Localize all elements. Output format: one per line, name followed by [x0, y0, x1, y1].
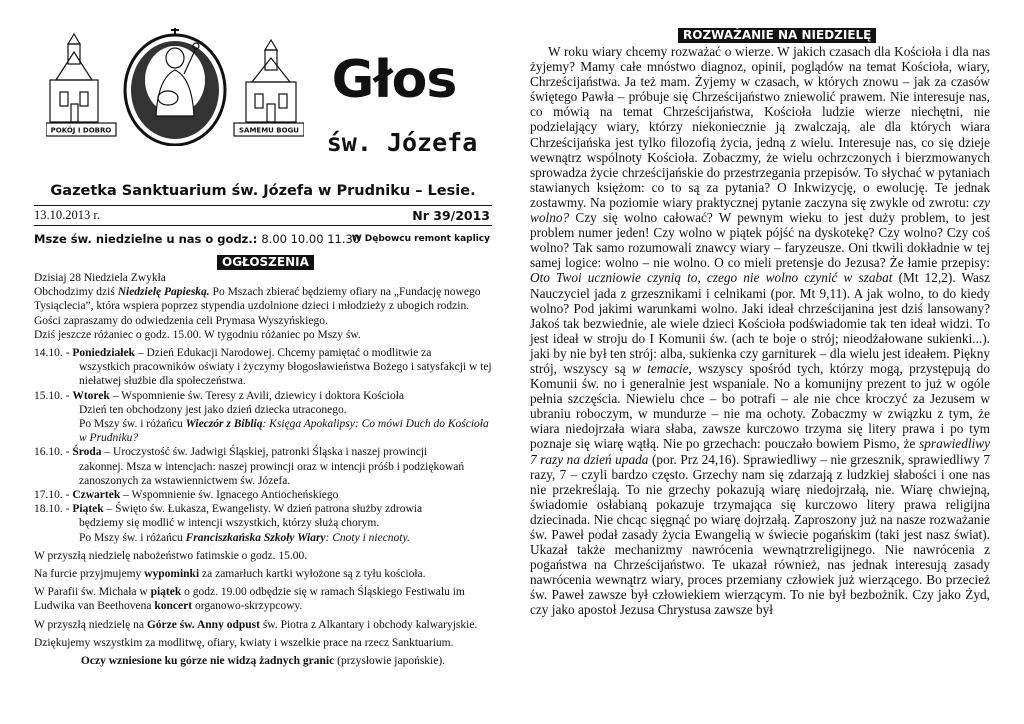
church-left-icon [50, 34, 98, 122]
day-entry-tuesday: 15.10. - Wtorek – Wspomnienie św. Teresy z Avili, dziewicy i doktora Kościoła [34, 389, 405, 402]
logo-left-banner: POKÓJ I DOBRO [50, 126, 112, 135]
day-entry-monday-cont: wszystkich pracowników oświaty i życzymy błogosławieństwa Bożego i satysfakcji w tej niełatwej służbie dla społeczeństwa. [79, 361, 492, 388]
newspaper-subtitle: św. Józefa [326, 128, 478, 157]
announcements-body [34, 271, 492, 668]
thanks-note: Dziękujemy wszystkim za modlitwę, ofiary, kwiaty i wszelkie prace na rzecz Sanktuarium. [34, 636, 454, 649]
issue-date: 13.10.2013 r. [34, 208, 100, 222]
logo-right-banner: SAMEMU BOGU [238, 126, 300, 135]
announcements-heading: OGŁOSZENIA [217, 255, 314, 270]
issue-number: Nr 39/2013 [412, 208, 490, 223]
reflection-paragraph: W roku wiary chcemy rozważać o wierze. W jakich czasach dla Kościoła i dla nas żyjemy? Mamy całe mnóstwo diagnoz, opinii, poglądów na temat Kościoła, wiary, Chrześcijaństwa. Ja też mam. Żyjemy w czasach, w których znowu – jak za czasów świętego Pawła – próbuje się Chrześcijaństwo zniewolić prawem. Nie interesuje nas, co mówią na temat Chrześcijaństwa, Kościoła ludzie wierze niechętni, nie podzielający wiary, którzy niekoniecznie ją zwalczają, ale dla których wiara Chrześcijańska jest tylko filozofią życia, jedną z wielu. Interesuje nas, co się dzieje wewnątrz wspólnoty Kościoła. Zobaczmy, że wielu ochrzczonych i bierzmowanych sprowadza życie chrześcijańskie do przestrzegania przepisów. To słychać w pytaniach stawianych księżom: co to są za pytania? O Inkwizycję, o ewolucję. Te jednak zostawmy. Na poziomie wiary praktycznej pytanie zaczyna się zwykle od zwrotu: czy wolno? Czy się wolno całować? W pewnym wieku to jest duży problem, to jest problem numer jeden! Czy wolno w piątek pójść na dyskotekę? Czy wolno? Czy coś wolno? Tak samo rozumowali znawcy wiary – faryzeusze. Oni tkwili dokładnie w tej samej logice: wolno – nie wolno. O co mieli pretensje do Jezusa? Że łamie przepisy: Oto Twoi uczniowie czynią to, czego nie wolno czynić w szabat (Mt 12,2). Wasz Nauczyciel jada z grzesznikami i celnikami (por. Mt 9,11). A jak wolno, to do kiedy wolno? Pod jakimi warunkami wolno. Jaki ideał chrześcijanina jest dziś lansowany? Jakoś tak bezwiednie, ale wiele dzieci Kościoła podświadomie tak ten ideał widzi. To jest ideał w stroju do I Komunii św. (ach te boje o strój; nieodżałowane sukienki...). jaki by nie był ten strój: alba, sukienka czy garniturek – dla wielu jest ideałem. Piękny strój, wszyscy są w temacie, wszyscy spośród tych, którzy mogą, przystępują do Komunii św. no i generalnie jest wspaniale. No a komunijny prezent to już w ogóle pełnia szczęścia. Niewielu chce – bo potrafi – ale nie chce kroczyć za Jezusem w ubraniu roboczym, w mundurze – nie ma ochoty. Zobaczmy w związku z tym, że wiara niedojrzała wiara słaba, zawsze kurczowo trzyma się litery prawa i po tym poznaje się wiarę wątłą. Nie po grzechach: pouczało bowiem Pismo, że sprawiedliwy 7 razy na dzień upada (por. Prz 24,16). Sprawiedliwy – nie grzesznik, sprawiedliwy 7 razy, 7 – czyli bardzo często. Grzechy nam się zdarzają z ludzkiej słabości i one nas nie przekreślają. To nie grzechy pokazują wiarę niedojrzałą, nie. Wiarę chwiejną, świadomie osłabianą pokazuje trzymająca się kurczowo litery prawa religijna dziecinada. Nie chcąc sięgnąć po wiarę dojrzałą. Zaproszony już na nasze rozważanie św. Paweł podał zasady życia Ewangelią w świecie pogańskim (taki jest nasz świat). Ukazał także mechanizmy nawrócenia wewnątrzreligijnego. Nie nawrócenia z pogaństwa na Chrześcijaństwo. Te ukazał również, nas jednak interesują zasady nawrócenia wewnątrz wiary, proces przemiany człowiek już wierzącego. Bo przecież św. Paweł zawsze był człowiekiem wierzącym. To nie był bezbożnik. Czy jako Żyd, czy jako apostoł Jezusa Chrystusa zawsze był [530, 44, 991, 618]
announcement-line: Obchodzimy dziś Niedzielę Papieską. Po Mszach zbierać będziemy ofiary na „Fundację nowego Tysiąclecia”, która wspiera poprzez stypendia uzdolnione dzieci i młodzieży z ubogich rodzin. [34, 286, 481, 313]
day-entry-monday: 14.10. - Poniedziałek – Dzień Edukacji Narodowej. Chcemy pamiętać o modlitwie za [34, 347, 432, 360]
mass-schedule [34, 232, 360, 246]
announcement-line: Gości zapraszamy do odwiedzenia celi Prymasa Wyszyńskiego. [34, 314, 328, 327]
mass-schedule-label: Msze św. niedzielne u nas o godz.: [34, 232, 258, 246]
day-entry-friday-cont: będziemy się modlić w intencji wszystkich, którzy służą chorym. [79, 517, 380, 530]
left-column [34, 28, 492, 708]
fatima-note: W przyszłą niedzielę nabożeństwo fatimskie o godz. 15.00. [34, 549, 308, 562]
day-entry-friday: 18.10. - Piątek – Święto św. Łukasza, Ewangelisty. W dzień patrona służby zdrowia [34, 503, 423, 516]
day-entry-friday-extra: Po Mszy św. i różańcu Franciszkańska Szkoły Wiary: Cnoty i niecnoty. [79, 531, 410, 544]
reflection-heading: ROZWAŻANIE NA NIEDZIELĘ [678, 28, 876, 43]
church-right-icon [246, 40, 296, 122]
concert-note: W Parafii św. Michała w piątek o godz. 19.00 odbędzie się w ramach Śląskiego Festiwalu im Ludwika van Beethovena koncert organowo-skrzypcowy. [34, 586, 465, 613]
day-entry-thursday: 17.10. - Czwartek – Wspomnienie św. Ignacego Antiocheńskiego [34, 489, 339, 502]
announcement-line: Dziś jeszcze różaniec o godz. 15.00. W tygodniu różaniec po Mszy św. [34, 328, 361, 341]
right-column [530, 28, 990, 708]
day-entry-wednesday: 16.10. - Środa – Uroczystość św. Jadwigi Śląskiej, patronki Śląska i naszej prowincji [34, 446, 428, 459]
day-entry-tuesday-extra: Po Mszy św. i różańcu Wieczór z Biblią: Księga Apokalipsy: Co mówi Duch do Kościoła w Prudniku? [79, 418, 489, 445]
newspaper-title: Głos [331, 50, 457, 110]
mass-times: 8.00 10.00 11.30 [261, 232, 361, 246]
furta-note: Na furcie przyjmujemy wypominki za zamarłuch kartki wyłożone są z tyłu kościoła. [34, 568, 426, 581]
publication-tagline: Gazetka Sanktuarium św. Józefa w Prudniku – Lesie. [50, 183, 476, 199]
proverb: Oczy wzniesione ku górze nie widzą żadnych granic (przysłowie japońskie). [80, 655, 446, 668]
announcement-line: Dzisiaj 28 Niedziela Zwykła [34, 272, 166, 284]
header-divider [34, 205, 492, 206]
reflection-body [530, 44, 990, 618]
remont-note: W Dębowcu remont kaplicy [351, 234, 490, 244]
sanctuary-logo-image [46, 28, 304, 146]
day-entry-wednesday-cont: zakonnej. Msza w intencjach: naszej prowincji oraz w intencji próśb i podziękowań zanoszonych za wstawiennictwem św. Józefa. [79, 460, 465, 487]
day-entry-tuesday-cont: Dzień ten obchodzony jest jako dzień dziecka utraconego. [79, 403, 347, 416]
odpust-note: W przyszłą niedzielę na Górze św. Anny odpust św. Piotra z Alkantary i obchody kalwaryjskie. [34, 618, 478, 631]
header-divider [34, 225, 492, 226]
